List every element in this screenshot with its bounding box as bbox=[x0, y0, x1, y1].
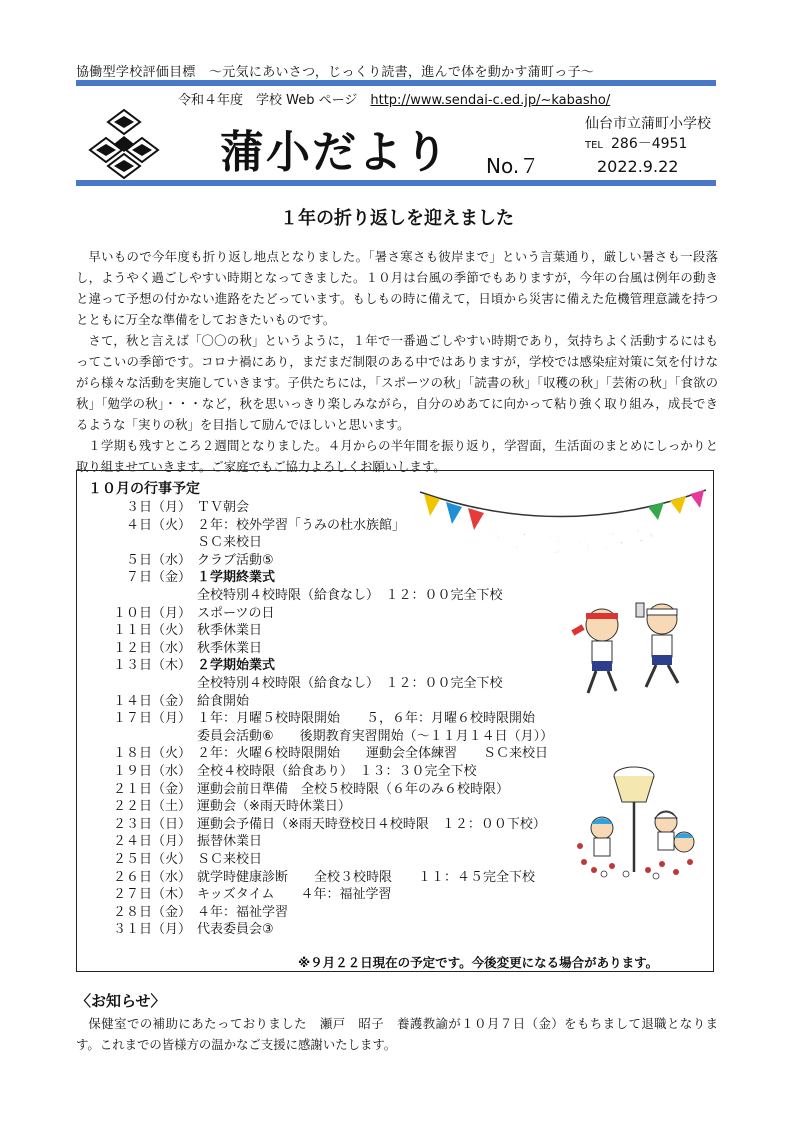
web-page-line bbox=[178, 89, 610, 108]
event-date: ７日（金） bbox=[125, 570, 191, 586]
article-paragraph: さて，秋と言えば「〇〇の秋」というように，１年で一番過ごしやすい時期であり，気持ちよく活動するにはもってこいの季節です。コロナ禍にあり，まだまだ制限のある中ではありますが，学校では感染症対策に気を付けながら様々な活動を実施していきます。子供たちには，「スポーツの秋」「読書の秋」「収穫の秋」「芸術の秋」「食欲の秋」「勉学の秋」・・・など，秋を思いっきり楽しみながら，自分のめあてに向かって粘り強く取り組み，成長できるような「実りの秋」を目指して励んでほしいと思います。 bbox=[76, 333, 718, 432]
event-row bbox=[86, 833, 566, 851]
event-date: ３日（月） bbox=[125, 500, 191, 515]
event-date: ２３日（日） bbox=[112, 816, 191, 832]
event-row bbox=[86, 693, 566, 711]
header-rule-top bbox=[76, 80, 716, 86]
event-row bbox=[86, 921, 566, 939]
event-text: 給食開始 bbox=[197, 693, 250, 709]
web-url-link[interactable]: http://www.sendai-c.ed.jp/~kabasho/ bbox=[370, 93, 611, 108]
telephone bbox=[585, 133, 687, 153]
event-row bbox=[86, 622, 566, 640]
event-date: ２８日（金） bbox=[112, 904, 191, 920]
school-name: 仙台市立蒲町小学校 bbox=[585, 116, 711, 132]
school-motto: 協働型学校評価目標 ～元気にあいさつ，じっくり読書，進んで体を動かす蒲町っ子～ bbox=[76, 65, 595, 80]
svg-text:ん: ん bbox=[514, 529, 534, 553]
header-rule-bottom bbox=[76, 180, 716, 186]
event-text: 秋季休業日 bbox=[197, 640, 263, 656]
event-row bbox=[86, 710, 566, 728]
event-row bbox=[86, 605, 566, 623]
event-row bbox=[86, 851, 566, 869]
event-date: １７日（月） bbox=[112, 711, 191, 727]
event-row bbox=[86, 728, 566, 746]
banner-letters: う bbox=[484, 523, 504, 547]
event-text: ２学期始業式 bbox=[197, 658, 276, 674]
event-text: 就学時健康診断 全校３校時限 １１：４５完全下校 bbox=[197, 869, 536, 885]
schedule-note: ※９月２２日現在の予定です。今後変更になる場合があります。 bbox=[298, 955, 659, 970]
tel-label: TEL bbox=[585, 140, 603, 151]
event-row bbox=[86, 657, 566, 675]
article-paragraph: 早いもので今年度も折り返し地点となりました。「暑さ寒さも彼岸まで」という言葉通り，厳しい暑さも一段落し，ようやく過ごしやすい時期となってきました。１０月は台風の季節でもありますが，今年の台風は例年の動きと違って予想の付かない進路をたどっています。もしもの時に備えて，日頃から災害に備えた危機管理意識を持つとともに万全な準備をしておきたいものです。 bbox=[76, 249, 718, 327]
event-text: １年：月曜５校時限開始 ５，６年：月曜６校時限開始 bbox=[197, 711, 536, 727]
article-body bbox=[76, 246, 718, 477]
issue-date: 2022.9.22 bbox=[597, 157, 679, 176]
svg-text:ど: ど bbox=[544, 533, 564, 557]
relay-runners-illustration bbox=[566, 595, 694, 705]
event-row bbox=[86, 587, 566, 605]
article-paragraph: １学期も残すところ２週間となりました。４月からの半年間を振り返り，学習面，生活面のまとめにしっかりと取り組ませていきます。ご家庭でもご協力よろしくお願いします。 bbox=[76, 438, 718, 474]
schedule-title: １０月の行事予定 bbox=[88, 481, 200, 497]
event-date: １２日（水） bbox=[112, 640, 191, 656]
svg-text:か: か bbox=[604, 529, 624, 553]
event-text: 運動会（※雨天時休業日） bbox=[197, 799, 351, 815]
event-text: スポーツの日 bbox=[197, 605, 275, 621]
event-row bbox=[86, 798, 566, 816]
event-date: ２５日（火） bbox=[112, 852, 191, 867]
event-row bbox=[86, 904, 566, 922]
event-date: ４日（火） bbox=[125, 517, 191, 533]
event-text: ２年：校外学習「うみの杜水族館」 bbox=[197, 517, 406, 533]
issue-number: No.７ bbox=[486, 154, 540, 178]
event-text: 振替休業日 bbox=[197, 834, 263, 850]
event-date: ２６日（水） bbox=[112, 869, 191, 885]
event-date: １８日（火） bbox=[112, 746, 191, 762]
event-text: 運動会前日準備 全校５校時限（６年のみ６校時限） bbox=[197, 781, 510, 797]
event-date: １９日（水） bbox=[112, 764, 191, 779]
event-text: ４年：福祉学習 bbox=[197, 904, 289, 920]
event-text: 全校特別４校時限（給食なし） １２：００完全下校 bbox=[197, 588, 503, 603]
event-row bbox=[86, 569, 566, 587]
event-text: キッズタイム ４年：福祉学習 bbox=[197, 887, 392, 903]
event-date: １１日（火） bbox=[112, 623, 191, 639]
svg-text:い: い bbox=[634, 523, 654, 547]
svg-text:う: う bbox=[574, 533, 594, 557]
event-row bbox=[86, 763, 566, 781]
newsletter-title: 蒲小だより bbox=[220, 127, 450, 178]
ball-toss-illustration bbox=[572, 762, 702, 882]
event-row bbox=[86, 745, 566, 763]
event-text: 運動会予備日（※雨天時登校日４校時限 １２：００下校） bbox=[197, 816, 546, 832]
event-date: ２４日（月） bbox=[112, 834, 191, 850]
school-emblem-logo bbox=[88, 108, 160, 180]
event-text: クラブ活動⑤ bbox=[197, 552, 274, 568]
event-text: ＴＶ朝会 bbox=[197, 500, 250, 515]
event-text: ２年：火曜６校時限開始 運動会全体練習 ＳＣ来校日 bbox=[197, 746, 549, 762]
article-headline: １年の折り返しを迎えました bbox=[280, 208, 514, 229]
event-date: ５日（水） bbox=[125, 552, 191, 568]
event-text: 全校特別４校時限（給食なし） １２：００完全下校 bbox=[197, 676, 503, 691]
event-row bbox=[86, 640, 566, 658]
event-text: 秋季休業日 bbox=[197, 623, 263, 639]
web-label: 令和４年度 学校 Web ページ bbox=[178, 93, 358, 108]
event-row bbox=[86, 886, 566, 904]
event-date: ２１日（金） bbox=[112, 781, 191, 797]
event-row bbox=[86, 781, 566, 799]
event-text: 全校４校時限（給食あり） １３：３０完全下校 bbox=[197, 764, 477, 779]
event-text: 委員会活動⑥ 後期教育実習開始（～１１月１４日（月）） bbox=[197, 728, 554, 744]
event-date: ２２日（土） bbox=[112, 799, 191, 815]
event-text: 代表委員会③ bbox=[197, 922, 274, 938]
notice-heading: 〈お知らせ〉 bbox=[76, 992, 166, 1010]
sports-day-banner bbox=[418, 482, 708, 572]
event-text: ＳＣ来校日 bbox=[197, 852, 263, 867]
event-row bbox=[86, 869, 566, 887]
event-date: １３日（木） bbox=[112, 658, 191, 674]
pennant-flags bbox=[424, 490, 704, 530]
notice-text: 保健室での補助にあたっておりました 瀬戸 昭子 養護教諭が１０月７日（金）をもちまして退職となります。これまでの皆様方の温かなご支援に感謝いたします。 bbox=[76, 1016, 718, 1052]
event-row bbox=[86, 816, 566, 834]
event-text: １学期終業式 bbox=[197, 570, 276, 586]
event-date: １０日（月） bbox=[112, 605, 191, 621]
event-date: ３１日（月） bbox=[112, 922, 191, 938]
event-row bbox=[86, 675, 566, 693]
tel-number: 286－4951 bbox=[611, 136, 688, 152]
event-text: ＳＣ来校日 bbox=[197, 535, 263, 551]
event-date: ２７日（木） bbox=[112, 887, 191, 903]
event-date: １４日（金） bbox=[112, 693, 191, 709]
